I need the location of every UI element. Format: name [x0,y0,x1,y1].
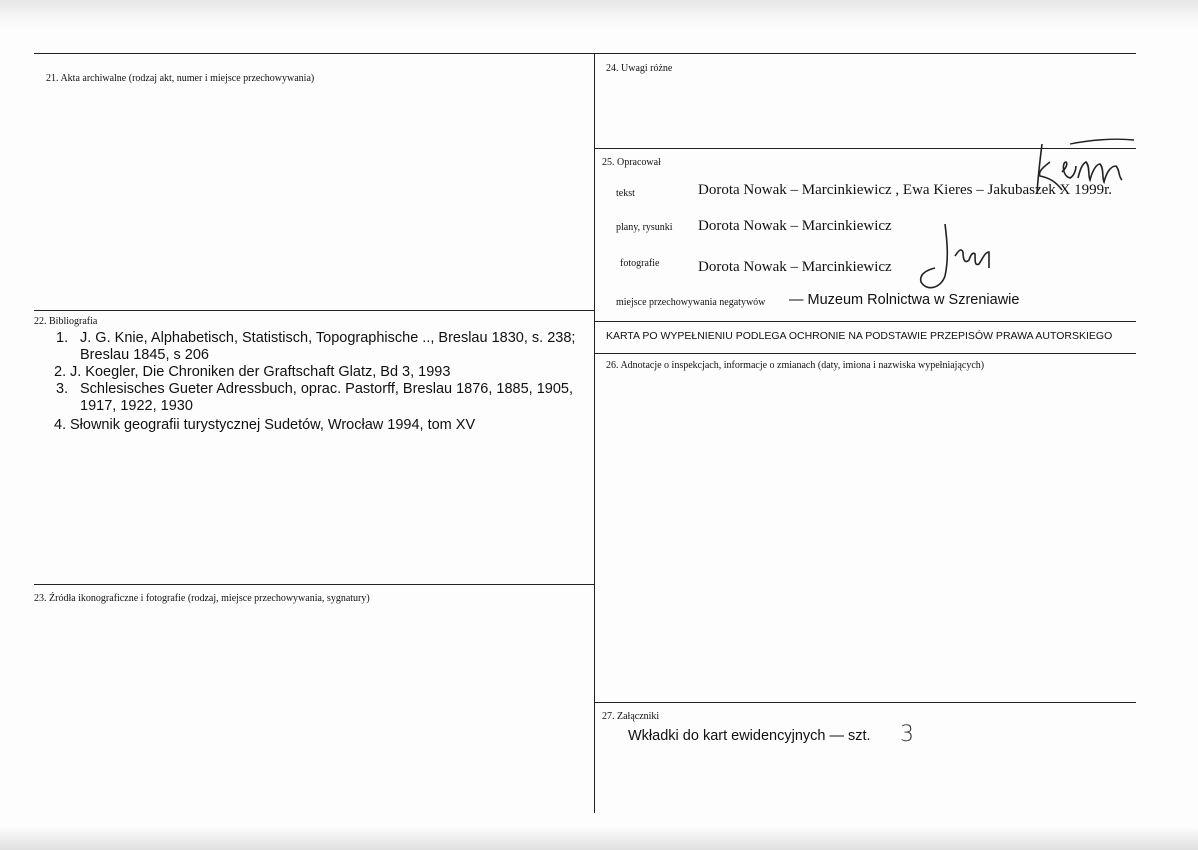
negatives-location-label: miejsce przechowywania negatywów [616,297,766,308]
attachments-value: Wkładki do kart ewidencyjnych — szt. [628,728,871,744]
section-25-label: 25. Opracował [602,157,661,168]
author-photos-value: Dorota Nowak – Marcinkiewicz [698,259,892,275]
bibliography-item-text: Słownik geografii turystycznej Sudetów, Wrocław 1994, tom XV [70,417,476,433]
bibliography-item-text: J. G. Knie, Alphabetisch, Statistisch, Topographische .., Breslau 1830, s. 238; Breslau 1845, s 206 [80,330,576,363]
bibliography-item-text: J. Koegler, Die Chroniken der Graftschaft Glatz, Bd 3, 1993 [70,364,451,380]
bibliography-item [48,364,588,381]
divider-notice-26 [594,353,1136,354]
bibliography-list [48,330,588,434]
bibliography-item-number: 4. [54,417,67,433]
bibliography-item [48,330,588,364]
attachments-count: 3 [900,722,914,747]
section-21-label: 21. Akta archiwalne (rodzaj akt, numer i miejsce przechowywania) [46,73,315,84]
section-24-label: 24. Uwagi różne [606,63,673,74]
bibliography-item-number: 3. [56,381,69,397]
bibliography-item [48,381,588,415]
divider-25-notice [594,321,1136,322]
bibliography-item-number: 2. [54,364,67,380]
signature-kieres [1010,132,1140,212]
bibliography-item-text: Schlesisches Gueter Adressbuch, oprac. Pastorff, Breslau 1876, 1885, 1905, 1917, 1922, 1930 [80,381,574,414]
negatives-location-value: — Muzeum Rolnictwa w Szreniawie [789,292,1020,308]
copyright-notice: KARTA PO WYPEŁNIENIU PODLEGA OCHRONIE NA PODSTAWIE PRZEPISÓW PRAWA AUTORSKIEGO [606,330,1113,342]
bibliography-item-number: 1. [56,330,69,346]
section-27-label: 27. Załączniki [602,711,660,722]
author-photos-label: fotografie [620,258,660,269]
author-plans-value: Dorota Nowak – Marcinkiewicz [698,218,892,234]
divider-26-27 [594,702,1136,703]
author-text-value: Dorota Nowak – Marcinkiewicz , Ewa Kieres – Jakubaszek X 1999r. [698,182,1113,198]
divider-22-23 [34,584,594,585]
scan-top-edge [0,0,1198,30]
bibliography-item [48,417,588,434]
divider-21-22 [34,310,594,311]
author-text-label: tekst [616,188,635,199]
section-23-label: 23. Źródła ikonograficzne i fotografie (rodzaj, miejsce przechowywania, sygnatury) [34,593,370,604]
signature-nowak [915,218,1005,298]
scan-bottom-edge [0,826,1198,850]
section-26-label: 26. Adnotacje o inspekcjach, informacje o zmianach (daty, imiona i nazwiska wypełniających) [606,360,985,371]
author-plans-label: plany, rysunki [616,222,673,233]
top-border-line [34,53,1136,54]
section-22-label: 22. Bibliografia [34,316,98,327]
center-divider-line [594,53,595,813]
